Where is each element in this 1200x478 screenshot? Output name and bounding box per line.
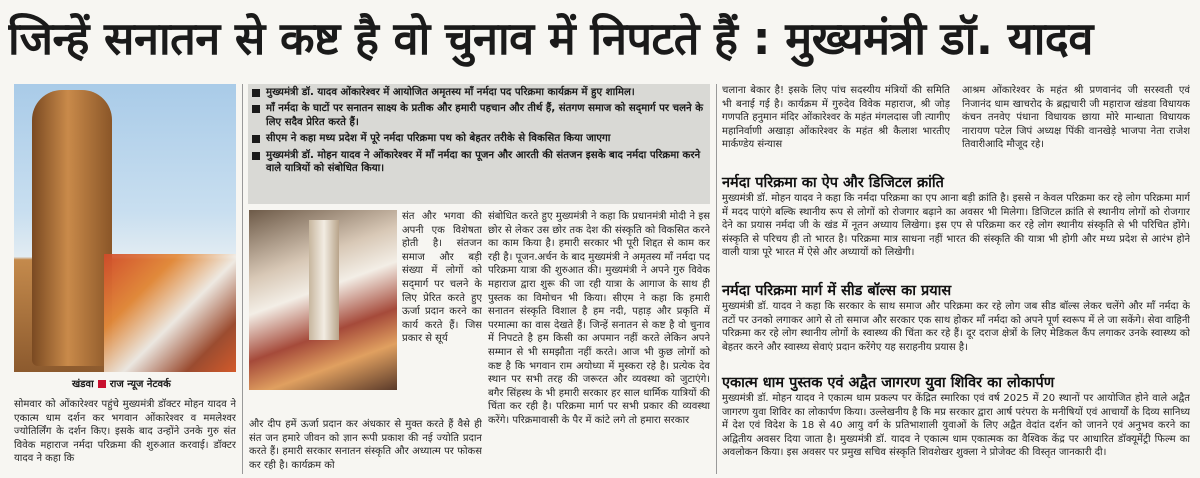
caption-location: खंडवा (72, 379, 94, 390)
square-bullet-icon (252, 89, 260, 97)
caption-source: राज न्यूज नेटवर्क (109, 379, 171, 390)
section-heading-app: नर्मदा परिक्रमा का ऐप और डिजिटल क्रांति (722, 175, 944, 191)
highlights-box (248, 84, 710, 204)
column-divider (716, 84, 717, 474)
square-bullet-icon (252, 152, 260, 160)
section-body-seed-balls: मुख्यमंत्री डॉ. यादव ने कहा कि सरकार के साथ समाज और परिक्रमा कर रहे लोग जब सीड बॉल्स लेकर चलेंगे और माँ नर्मदा के तटों पर उनको लगाकर आगे से तो समाज और सरकार एक साथ होकर माँ नर्मदा को अपने पूर्ण स्वरूप में ले जा सकेंगे। सेवा वाहिनी परिक्रमा कर रहे लोग स्थानीय लोगों के स्वास्थ्य की चिंता कर रहे हैं। दूर दराज क्षेत्रों के लिए मेडिकल कैंप लगाकर उनके स्वास्थ्य को बेहतर करने और स्वास्थ्य सेवाएं प्रदान करेंगेए यह सराहनीय प्रयास है। (722, 301, 1190, 353)
statue-ceremony-photo (14, 84, 236, 372)
section-body-app: मुख्यमंत्री डॉ. मोहन यादव ने कहा कि नर्मदा परिक्रमा का एप आना बड़ी क्रांति है। इससे न केवल परिक्रमा कर रहे लोग परिक्रमा मार्ग में मदद पाएंगे बल्कि स्थानीय रूप से लोगों को रोजगार बढ़ाने का अवसर भी मिलेगा। डिजिटल क्रांति से स्थानीय लोगों को रोजगार देने का प्रयास नर्मदा जी के खंड में नूतन अध्याय लिखेगा। इस एप से परिक्रमा कर रहे लोग स्थानीय संस्कृति से भी परिचित होंगे। संस्कृति से परिचय ही तो भारत है। परिक्रमा मात्र साधना नहीं भारत की संस्कृति की यात्रा भी होगी और मध्य प्रदेश से आरंभ होने वाली यात्रा पूरे भारत में ऐसे और अध्यायों को लिखेगी। (722, 193, 1190, 259)
highlight-item: माँ नर्मदा के घाटों पर सनातन साक्ष्य के प्रतीक और हमारी पहचान और तीर्थ हैं, संतगण समाज को सद्‌मार्ग पर चलने के लिए सदैव प्रेरित करते हैं। (252, 102, 706, 129)
column-3-text: संबोधित करते हुए मुख्यमंत्री ने कहा कि प्रधानमंत्री मोदी ने इस छोर से लेकर उस छोर तक देश की संस्कृति को विकसित करने का काम किया है। हमारी सरकार भी पूरी शिद्दत से काम कर रही है। पूजन.अर्चन के बाद मुख्यमंत्री ने अमृतस्य माँ नर्मदा पद परिक्रमा यात्रा की शुरुआत की। मुख्यमंत्री ने अपने गुरु विवेक महाराज द्वारा शुरू की जा रही यात्रा के आगाज के साथ ही पुस्तक का विमोचन भी किया। सीएम ने कहा कि हमारी सनातन संस्कृति विशाल है हम नदी, पहाड़ और प्रकृति में परमात्मा का वास देखते हैं। जिन्हें सनातन से कष्ट है वो चुनाव में निपटते है हम किसी का अपमान नहीं करते लेकिन अपने सम्मान से भी समझौता नहीं करते। आज भी कुछ लोगों को कष्ट है कि भगवान राम अयोध्या में मुस्करा रहे है। प्रत्येक देव स्थान पर सभी तरह की जरूरत और व्यवस्था को जुटाएंगे। बगैर सिंहस्थ के भी हमारी सरकार हर साल धार्मिक यात्रियों की चिंता कर रही है। परिक्रमा मार्ग पर सभी प्रकार की व्यवस्था करेंगे। परिक्रमावासी के पैर में कांटे लगे तो हमारा सरकार (488, 211, 710, 426)
section-body-ekatma-dham: मुख्यमंत्री डॉ. मोहन यादव ने एकात्म धाम प्रकल्प पर केंद्रित स्मारिका एवं वर्ष 2025 में 20 स्थानों पर आयोजित होने वाले अद्वैत जागरण युवा शिविर का लोकार्पण किया। उल्लेखनीय है कि मप्र सरकार द्वारा आर्ष परंपरा के मनीषियों एवं आचार्यों के दिव्य सानिध्य में देश एवं विदेश के 18 से 40 आयु वर्ग के प्रतिभाशाली युवाओं के लिए अद्वैत वेदांत दर्शन को जानने एवं अनुभव करने का अद्वितीय अवसर दिया जाता है। मुख्यमंत्री डॉ. यादव ने एकात्म धाम एकात्मक का वैश्विक केंद्र पर आधारित डॉक्यूमेंट्री फिल्म का अवलोकन किया। इस अवसर पर प्रमुख सचिव संस्कृति शिवशेखर शुक्ला ने प्रोजेक्ट की विस्तृत जानकारी दी। (722, 393, 1190, 459)
highlight-item: मुख्यमंत्री डॉ. यादव ओंकारेश्वर में आयोजित अमृतस्य माँ नर्मदा पद परिक्रमा कार्यक्रम में हुए शामिल। (252, 86, 706, 99)
column-divider (242, 84, 243, 474)
caption-marker-icon (98, 380, 106, 388)
intro-text: सोमवार को ओंकारेश्वर पहुंचे मुख्यमंत्री डॉक्टर मोहन यादव ने एकात्म धाम दर्शन कर भगवान ओंकारेश्वर व ममलेश्वर ज्योतिर्लिंग के दर्शन किए। इसके बाद उन्होंने उनके गुरु संत विवेक महाराज नर्मदा परिक्रमा की शुरुआत करवाई। डॉक्टर यादव ने कहा कि (14, 399, 236, 465)
photo-caption (72, 376, 171, 390)
temple-puja-photo (249, 210, 397, 390)
column-5-top-text: आश्रम ओंकारेश्वर के महंत श्री प्रणवानंद जी सरस्वती एवं निजानंद धाम खाचरोद के ब्रह्मचारी जी महाराज खंडवा विधायक कंचन तनवेए पंधाना विधायक छाया मोरे मान्धाता विधायक नारायण पटेल जिपं अध्यक्ष पिंकी वानखेड़े भाजपा नेता राजेश तिवारीआदि मौजूद रहे। (962, 85, 1190, 151)
highlight-item: सीएम ने कहा मध्य प्रदेश में पूरे नर्मदा परिक्रमा पथ को बेहतर तरीके से विकसित किया जाएगा (252, 132, 706, 145)
narrow-column-text: संत और भगवा की अपनी एक विशेषता होती है। संतजन समाज और बड़ी संख्या में लोगों को सद्‌मार्ग पर चलने के लिए प्रेरित करते हुए ऊर्जा प्रदान करने का कार्य करते हैं। जिस प्रकार से सूर्य (402, 211, 482, 345)
statue-figure (32, 90, 112, 366)
column-4-top-text: चलाना बेकार है! इसके लिए पांच सदस्यीय मंत्रियों की समिति भी बनाई गई है। कार्यक्रम में गुरुदेव विवेक महाराज, श्री जोड़ गणपति हनुमान मंदिर ओंकारेश्वर के महंत मंगलदास जी त्यागीए महानिर्वाणी अखाड़ा ओंकारेश्वर के महंत श्री कैलाश भारतीए मार्कण्डेय संन्यास (722, 85, 950, 151)
crowd-figures (104, 254, 236, 372)
bottom-wide-text: और दीप हमें ऊर्जा प्रदान कर अंधकार से मुक्त करते हैं वैसे ही संत जन हमारे जीवन को ज्ञान रूपी प्रकाश की नई ज्योति प्रदान करते हैं। हमारी सरकार सनातन संस्कृति और अध्यात्म पर फोकस कर रही है। कार्यक्रम को (249, 419, 482, 471)
page-headline: जिन्हें सनातन से कष्ट है वो चुनाव में निपटते हैं : मुख्यमंत्री डॉ. यादव (8, 12, 1093, 65)
section-heading-seed-balls: नर्मदा परिक्रमा मार्ग में सीड बॉल्स का प्रयास (722, 283, 952, 299)
section-heading-ekatma-dham: एकात्म धाम पुस्तक एवं अद्वैत जागरण युवा शिविर का लोकार्पण (722, 375, 1055, 391)
square-bullet-icon (252, 135, 260, 143)
highlight-item: मुख्यमंत्री डॉ. मोहन यादव ने ओंकारेश्वर में माँ नर्मदा का पूजन और आरती की संतजन इसके बाद नर्मदा परिक्रमा करने वाले यात्रियों को संबोधित किया। (252, 149, 706, 176)
temple-pillar (309, 220, 339, 340)
square-bullet-icon (252, 105, 260, 113)
